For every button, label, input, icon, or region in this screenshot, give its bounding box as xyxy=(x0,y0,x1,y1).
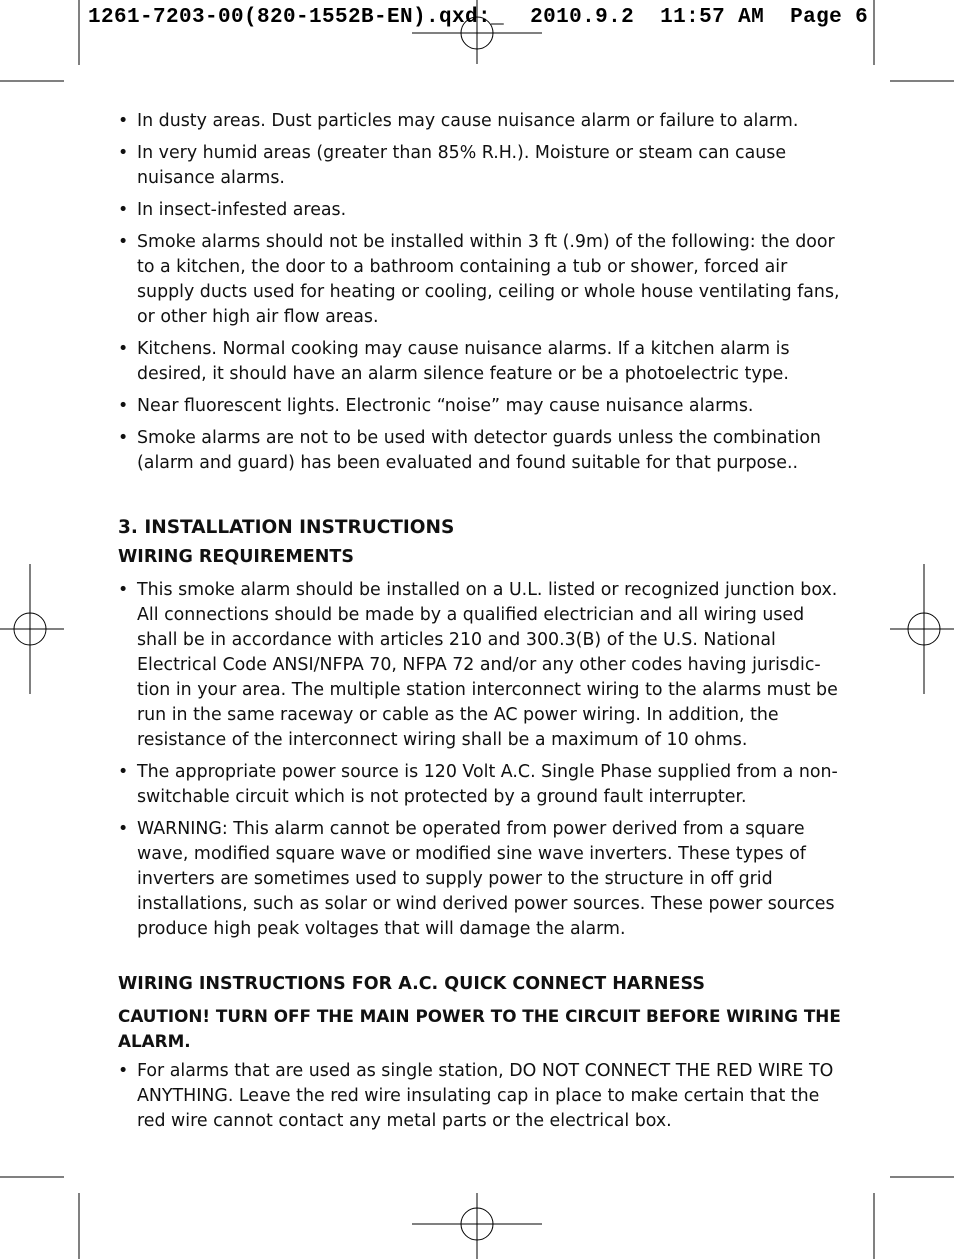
harness-heading: WIRING INSTRUCTIONS FOR A.C. QUICK CONNECT HARNESS xyxy=(118,974,705,994)
wiring-requirements-heading: WIRING REQUIREMENTS xyxy=(118,547,354,567)
caution-notice: CAUTION! TURN OFF THE MAIN POWER TO THE CIRCUIT BEFORE WIRING THE ALARM. xyxy=(118,1006,841,1051)
registration-target-left xyxy=(0,564,64,694)
list-item: • The appropriate power source is 120 Volt A.C. Single Phase supplied from a non-switchable circuit which is not protected by a ground fault interrupter. xyxy=(118,760,842,810)
list-item: • WARNING: This alarm cannot be operated from power derived from a square wave, modified square wave or modified sine wave inverters. These types of inverters are sometimes used to supply power to the structure in off grid installations, such as solar or wind derived power sources. These power sources produce high peak voltages that will damage the alarm. xyxy=(118,817,842,942)
list-item: • For alarms that are used as single station, DO NOT CONNECT THE RED WIRE TO ANYTHING. Leave the red wire insulating cap in place to make certain that the red wire cannot contact any metal parts or the electrical box. xyxy=(118,1059,842,1134)
page-content xyxy=(118,109,842,1141)
file-slug: 1261-7203-00(820-1552B-EN).qxd:_ 2010.9.2 11:57 AM Page 6 xyxy=(88,6,869,29)
list-item: • In dusty areas. Dust particles may cause nuisance alarm or failure to alarm. xyxy=(118,109,842,134)
list-item: • This smoke alarm should be installed on a U.L. listed or recognized junction box. All connections should be made by a qualified electrician and all wiring used shall be in accordance with articles 210 and 300.3(B) of the U.S. National Electrical Code ANSI/NFPA 70, NFPA 72 and/or any other codes having jurisdic-tion in your area. The multiple station interconnect wiring to the alarms must be run in the same raceway or cable as the AC power wiring. In addition, the resistance of the interconnect wiring shall be a maximum of 10 ohms. xyxy=(118,578,842,753)
location-bullet-list xyxy=(118,109,842,476)
list-item: • Kitchens. Normal cooking may cause nuisance alarms. If a kitchen alarm is desired, it should have an alarm silence feature or be a photoelectric type. xyxy=(118,337,842,387)
harness-list xyxy=(118,1059,842,1134)
registration-target-right xyxy=(890,564,954,694)
list-item: • Near fluorescent lights. Electronic “noise” may cause nuisance alarms. xyxy=(118,394,842,419)
list-item: • Smoke alarms are not to be used with detector guards unless the combination (alarm and guard) has been evaluated and found suitable for that purpose.. xyxy=(118,426,842,476)
wiring-requirements-list xyxy=(118,578,842,942)
registration-target-top xyxy=(412,0,542,64)
list-item: • In insect-infested areas. xyxy=(118,198,842,223)
list-item: • Smoke alarms should not be installed within 3 ft (.9m) of the following: the door to a kitchen, the door to a bathroom containing a tub or shower, forced air supply ducts used for heating or cooling, ceiling or whole house ventilating fans, or other high air flow areas. xyxy=(118,230,842,330)
section-title: 3. INSTALLATION INSTRUCTIONS xyxy=(118,517,455,538)
registration-target-bottom xyxy=(412,1193,542,1259)
list-item: • In very humid areas (greater than 85% R.H.). Moisture or steam can cause nuisance alarms. xyxy=(118,141,842,191)
